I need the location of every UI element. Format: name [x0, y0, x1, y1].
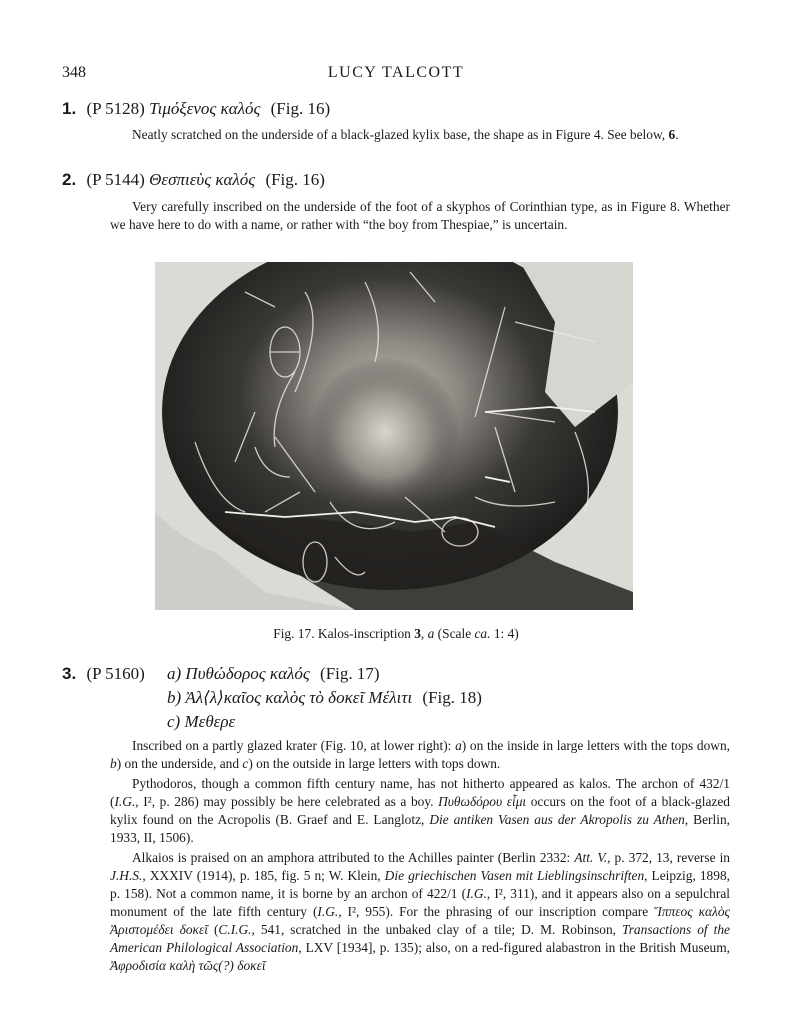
caption-text: (Scale — [434, 626, 475, 641]
entry-3-paragraph-1 — [110, 737, 730, 773]
text-run: ) on the underside, and — [116, 756, 243, 771]
text-run: Pythodoros, though a common fifth century name, has not hitherto appeared as kalos. The archon of 432/1 ( — [110, 776, 730, 809]
text-run: , I², 311), and it appears also on a sepulchral monument of the late fifth century ( — [110, 886, 730, 919]
text-run: Neatly scratched on the underside of a black-glazed kylix base, the shape as in Figure 4. See below, — [132, 127, 669, 142]
text-run: , I², 955). For the phrasing of our inscription compare — [338, 904, 655, 919]
text-run: , I², p. 286) may possibly be here celebrated as a boy. — [135, 794, 439, 809]
figure-reference: (Fig. 16) — [265, 170, 325, 189]
text-run: Att. V. — [574, 850, 608, 865]
subitem-label: b) — [167, 688, 182, 707]
entry-1-heading — [62, 99, 330, 119]
running-title: LUCY TALCOTT — [327, 64, 465, 81]
catalog-number: (P 5128) — [86, 99, 145, 118]
text-run: b — [110, 756, 117, 771]
greek-inscription: Ἀλ⟨λ⟩καῖος καλὸς τὸ δοκεῖ Μέλιτι — [185, 688, 413, 707]
greek-inscription: Πυθώδορος καλός — [185, 664, 310, 683]
caption-text: 1: 4) — [490, 626, 519, 641]
text-run: J.H.S. — [110, 868, 143, 883]
figure-17-photograph — [155, 262, 633, 610]
text-run: ( — [207, 922, 219, 937]
cross-reference: 6 — [668, 127, 676, 142]
catalog-number: (P 5160) — [86, 664, 145, 683]
subitem-label: a) — [167, 664, 182, 683]
text-run: , 541, scratched in the unbaked clay of a tile; D. M. Robinson, — [251, 922, 623, 937]
text-run: Transactions of the American Philological Association — [110, 922, 730, 955]
text-run: . — [675, 127, 679, 142]
text-run: Ἵππεος καλὸς Ἀριστομέδει δοκεῖ — [110, 904, 730, 937]
text-run: a — [455, 738, 462, 753]
inscription-c — [167, 712, 482, 736]
inscription-b — [167, 688, 482, 712]
greek-inscription: Θεσπιεὺς καλός — [149, 170, 256, 189]
text-run: ) on the outside in large letters with tops down. — [248, 756, 501, 771]
text-run: , Leipzig, 1898, p. 158). Not a common name, it is borne by an archon of 422/1 ( — [110, 868, 730, 901]
figure-caption — [0, 626, 792, 642]
entry-2-heading — [62, 170, 325, 190]
subitem-label: c) — [167, 712, 181, 731]
text-run: ) on the inside in large letters with the tops down, — [461, 738, 730, 753]
text-run: I.G. — [317, 904, 339, 919]
caption-abbrev: ca. — [474, 626, 491, 641]
text-run: , XXXIV (1914), p. 185, fig. 5 n; W. Klein, — [142, 868, 385, 883]
text-run: C.I.G. — [218, 922, 252, 937]
figure-reference: (Fig. 16) — [270, 99, 331, 118]
greek-inscription: Μεθερε — [184, 712, 236, 731]
caption-entry-number: 3 — [414, 626, 421, 641]
inscription-a — [167, 664, 482, 688]
caption-text: Fig. 17. Kalos-inscription — [273, 626, 415, 641]
entry-number: 3. — [62, 664, 77, 683]
entry-3-inscriptions — [167, 664, 482, 736]
text-run: c — [242, 756, 249, 771]
text-run: , Berlin, 1933, II, 1506). — [110, 812, 730, 845]
text-run: Die antiken Vasen aus der Akropolis zu Athen — [429, 812, 685, 827]
catalog-number: (P 5144) — [86, 170, 145, 189]
page-number: 348 — [62, 64, 86, 81]
text-run: occurs on the foot of a black-glazed kylix found on the Acropolis (B. Graef and E. Langlotz, — [110, 794, 730, 827]
text-run: Inscribed on a partly glazed krater (Fig. 10, at lower right): — [132, 738, 456, 753]
entry-3-heading — [62, 664, 145, 684]
entry-3-paragraph-3 — [110, 849, 730, 975]
caption-separator: , — [420, 626, 428, 641]
text-run: Die griechischen Vasen mit Lieblingsinschriften — [384, 868, 645, 883]
figure-reference: (Fig. 17) — [320, 664, 380, 683]
entry-3-paragraph-2 — [110, 775, 730, 847]
text-run: , LXV [1934], p. 135); also, on a red-figured alabastron in the British Museum, — [298, 940, 731, 955]
krater-fragment-image — [155, 262, 633, 610]
entry-2-description: Very carefully inscribed on the underside of the foot of a skyphos of Corinthian type, as in Figure 8. Whether we have here to do with a name, or rather with “the boy from Thespiae,” is uncertain. — [110, 199, 730, 232]
text-run: Πυθωδόρου εἶμι — [438, 794, 527, 809]
text-run: Ἀφροδισία καλὴ τῶς(?) δοκεῖ — [110, 958, 266, 973]
figure-reference: (Fig. 18) — [422, 688, 482, 707]
entry-number: 2. — [62, 170, 77, 189]
text-run: Alkaios is praised on an amphora attributed to the Achilles painter (Berlin 2332: — [132, 850, 575, 865]
greek-inscription: Τιμόξενος καλός — [149, 99, 261, 118]
text-run: I.G. — [114, 794, 136, 809]
entry-number: 1. — [62, 99, 77, 118]
text-run: I.G. — [466, 886, 487, 901]
caption-subitem: a — [427, 626, 435, 641]
text-run: , p. 372, 13, reverse in — [607, 850, 731, 865]
entry-1-description — [110, 126, 730, 144]
